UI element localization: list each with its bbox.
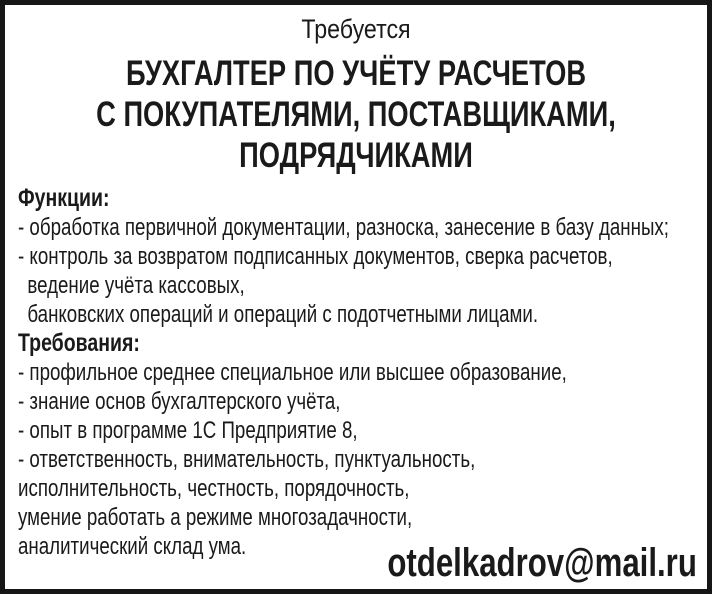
job-title-line-2: С ПОКУПАТЕЛЯМИ, ПОСТАВЩИКАМИ, — [96, 95, 616, 134]
requirement-line: аналитический склад ума. — [18, 533, 247, 560]
requirement-line: - знание основ бухгалтерского учёта, — [18, 388, 341, 415]
contact-email: otdelkadrov@mail.ru — [387, 541, 697, 585]
function-line: банковских операций и операций с подотчетными лицами. — [27, 301, 539, 328]
requirement-line: - профильное среднее специальное или высшее образование, — [18, 359, 567, 386]
poster-kicker: Требуется — [301, 14, 411, 44]
section-heading-functions: Функции: — [18, 184, 110, 212]
requirement-line: исполнительность, честность, порядочность, — [18, 475, 410, 502]
requirement-line: умение работать а режиме многозадачности, — [18, 504, 413, 531]
poster-body — [18, 184, 707, 561]
function-line: - контроль за возвратом подписанных документов, сверка расчетов, — [18, 243, 613, 270]
job-title — [5, 53, 707, 176]
function-line: ведение учёта кассовых, — [27, 272, 245, 299]
section-heading-requirements: Требования: — [18, 329, 140, 357]
requirement-line: - опыт в программе 1С Предприятие 8, — [18, 417, 358, 444]
job-title-line-3: ПОДРЯДЧИКАМИ — [239, 136, 473, 175]
job-title-line-1: БУХГАЛТЕР ПО УЧЁТУ РАСЧЕТОВ — [125, 54, 587, 93]
requirement-line: - ответственность, внимательность, пунктуальность, — [18, 446, 476, 473]
function-line: - обработка первичной документации, разноска, занесение в базу данных; — [18, 214, 669, 241]
